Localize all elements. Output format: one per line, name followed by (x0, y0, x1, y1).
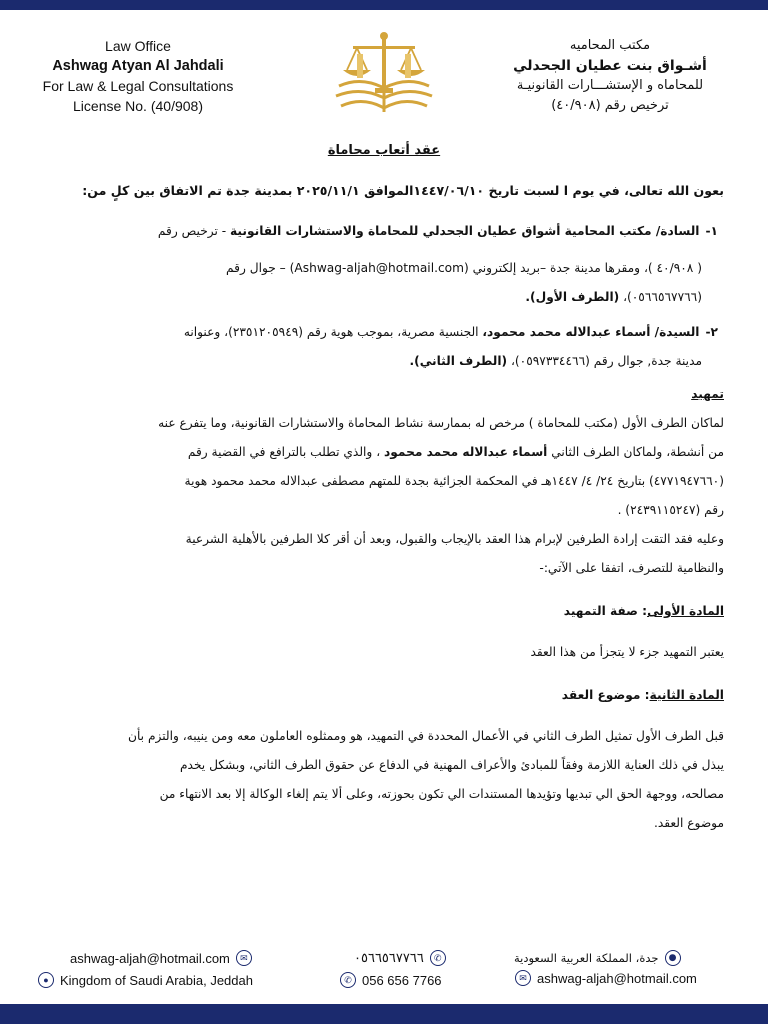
phone-icon: ✆ (340, 972, 356, 988)
party-one-line3 (40, 283, 724, 312)
header-arabic-block (490, 36, 730, 116)
lawyer-name-en: Ashwag Atyan Al Jahdali (52, 58, 224, 74)
footer-phone-ar-text: ٠٥٦٦٥٦٧٧٦٦ (354, 950, 424, 965)
article-two-line3: مصالحه، ووجهة الحق الي تبديها وتؤيدها المستندات الي تكون بحوزته، وعلى ألا يتم إلغاء الوكالة إلا بعد الانتهاء من (159, 787, 724, 801)
location-pin-icon: ● (38, 972, 54, 988)
footer-address-en-text: Kingdom of Saudi Arabia, Jeddah (60, 972, 253, 988)
top-brand-bar (0, 0, 768, 10)
party-one-role: (الطرف الأول). (525, 290, 620, 304)
footer-email-right-text: ashwag-aljah@hotmail.com (537, 970, 697, 986)
footer (0, 944, 768, 1004)
preamble-line3: (٤٧٧١٩٤٧٦٦٠) بتاريخ ٢٤/ ٤/ ١٤٤٧هـ في المحكمة الجزائية بجدة للمتهم مصطفى عبدالاله محمد محمود هوية (184, 474, 724, 488)
footer-address-en (38, 972, 253, 988)
mail-icon: ✉ (236, 950, 252, 966)
article-one-title: : صفة التمهيد (563, 604, 648, 618)
party-two-mobile: مدينة جدة, جوال رقم (٠٥٩٧٣٣٤٤٦٦)، (507, 354, 702, 368)
mail-icon: ✉ (515, 970, 531, 986)
preamble-line6: والنظامية للتصرف، اتفقا على الآتي:- (539, 561, 724, 575)
preamble-line2-a: من أنشطة، ولماكان الطرف الثاني (547, 445, 724, 459)
article-two-line2: يبذل في ذلك العناية اللازمة وفقاً للمبادئ والأعراف المهنية في الدفاع عن حقوق الطرف الثاني، وبشكل يخدم (180, 758, 724, 772)
footer-email-right[interactable] (515, 970, 697, 986)
party-two-line1-rest: الجنسية مصرية، بموجب هوية رقم (٢٣٥١٢٠٥٩٤٩)، وعنوانه (183, 325, 483, 339)
preamble-line1: لماكان الطرف الأول (مكتب للمحاماة ) مرخص له بممارسة نشاط المحاماة والاستشارات القانونية، وما يتفرع عنه (158, 416, 724, 430)
article-two-heading (40, 681, 724, 710)
bottom-brand-bar (0, 1004, 768, 1024)
footer-address-ar (514, 950, 681, 966)
party-two-number: ٢- (705, 325, 718, 339)
scales-of-justice-logo (333, 26, 435, 124)
header-english-block (38, 36, 238, 116)
contract-intro: بعون الله تعالى، في يوم ا لسبت تاريخ ١٤٤٧/٠٦/١٠الموافق ٢٠٢٥/١١/١ بمدينة جدة تم الاتفاق بين كلٍ من: (82, 183, 724, 198)
article-two-label: المادة الثانية (649, 688, 724, 702)
party-one-line2: ( ٤٠/٩٠٨ )، ومقرها مدينة جدة –بريد إلكتروني (Ashwag-aljah@hotmail.com) – جوال رقم (226, 261, 702, 275)
party-one-mobile: (٠٥٦٦٥٦٧٧٦٦)، (619, 290, 702, 304)
article-two-title: : موضوع العقد (561, 688, 650, 702)
party-one-line1-rest: - ترخيص رقم (157, 224, 231, 238)
article-one-text: يعتبر التمهيد جزء لا يتجزأ من هذا العقد (530, 645, 724, 659)
footer-email-left[interactable] (70, 950, 252, 966)
contract-title: عقد أتعاب محاماة (327, 143, 441, 158)
party-two-role: (الطرف الثاني). (409, 354, 508, 368)
party-one-name: السادة/ مكتب المحامية أشواق عطيان الجحدلي للمحاماة والاستشارات القانونية (230, 224, 700, 238)
party-one-number: ١- (705, 224, 718, 238)
preamble-line4: رقم (٢٤٣٩١١٥٢٤٧) . (617, 503, 724, 517)
license-number-en: License No. (40/908) (73, 98, 203, 114)
article-two-line1: قبل الطرف الأول تمثيل الطرف الثاني في الأعمال المحددة في التمهيد، هو وممثلوه العاملون معه ومن ينيبه، والتزم بأن (128, 729, 724, 743)
client-name: أسماء عبدالاله محمد محمود (384, 445, 548, 459)
contract-body (40, 176, 724, 838)
party-two-line1 (40, 318, 724, 347)
footer-email-left-text: ashwag-aljah@hotmail.com (70, 950, 230, 966)
party-two-name: السيدة/ أسماء عبدالاله محمد محمود، (482, 325, 700, 339)
office-subtitle-ar: للمحاماه و الإستشـــارات القانونيـة (516, 78, 704, 93)
preamble-heading: تمهيد (691, 387, 724, 401)
footer-phone-ar[interactable] (354, 950, 446, 966)
license-number-ar: ترخيص رقم (٤٠/٩٠٨) (551, 98, 669, 113)
lawyer-name-ar: أشـواق بنت عطيان الجحدلي (513, 58, 707, 74)
office-label-ar: مكتب المحاميه (569, 38, 651, 53)
location-pin-icon: ● (665, 950, 681, 966)
footer-address-ar-text: جدة، المملكة العربية السعودية (514, 951, 659, 965)
phone-icon: ✆ (430, 950, 446, 966)
party-two-line2 (40, 347, 724, 376)
preamble-line5: وعليه فقد التقت إرادة الطرفين لإبرام هذا العقد بالإيجاب والقبول، وبعد أن أقر كلا الطرفين بالأهلية الشرعية (185, 532, 724, 546)
office-subtitle-en: For Law & Legal Consultations (42, 78, 234, 94)
preamble-line2-b: ، والذي تطلب بالترافع في القضية رقم (187, 445, 384, 459)
party-one-line1 (40, 217, 724, 246)
office-label-en: Law Office (105, 38, 171, 54)
article-two-line4: موضوع العقد. (653, 816, 724, 830)
article-one-label: المادة الأولى (647, 604, 724, 618)
footer-phone-en-text: 056 656 7766 (362, 972, 442, 988)
footer-phone-en[interactable] (340, 972, 442, 988)
preamble-line2 (40, 438, 724, 467)
article-one-heading (40, 597, 724, 626)
